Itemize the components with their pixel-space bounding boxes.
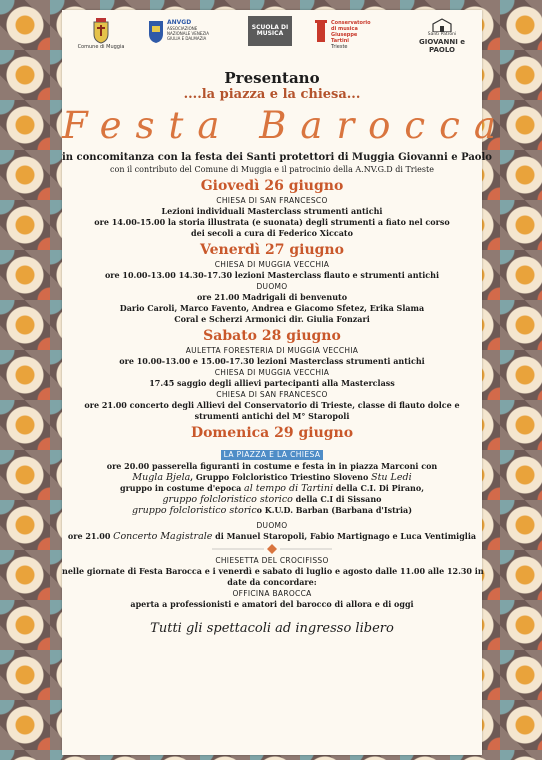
scuola-logo-label: SCUOLA DI MUSICA bbox=[251, 24, 289, 37]
place-label: AULETTA FORESTERIA DI MUGGIA VECCHIA bbox=[185, 346, 359, 355]
muggia-logo bbox=[76, 18, 126, 50]
event-line: ore 20.00 passerella figuranti in costume e festa in in piazza Marconi con bbox=[106, 461, 438, 471]
event-line: ore 21.00 Madrigali di benvenuto bbox=[196, 292, 348, 302]
contrib-text: con il contributo del Comune di Muggia e il patrocinio della A.NV.G.D di Trieste bbox=[110, 165, 434, 174]
event-line: date da concordare: bbox=[227, 577, 317, 587]
muggia-crest-icon bbox=[92, 18, 110, 44]
place-label: DUOMO bbox=[256, 521, 288, 530]
event-line: dei secoli a cura di Federico Xiccato bbox=[191, 228, 353, 238]
scuola-logo bbox=[245, 16, 295, 46]
giovanni-paolo-logo bbox=[412, 18, 472, 54]
event-text: gruppo in costume d'epoca bbox=[120, 483, 245, 493]
italic-name: Stu Ledi bbox=[371, 472, 412, 483]
event-text: della C.I di Sissano bbox=[292, 494, 382, 504]
day-title-sunday: Domenica 29 giugno bbox=[190, 425, 354, 441]
event-line bbox=[62, 472, 482, 483]
event-line bbox=[62, 505, 482, 516]
anvgd-logo-sub: ASSOCIAZIONE NAZIONALE VENEZIA GIULIA E DALMAZIA bbox=[167, 26, 209, 41]
subtitle: ....la piazza e la chiesa... bbox=[183, 87, 361, 102]
event-line: 17.45 saggio degli allievi partecipanti alla Masterclass bbox=[149, 378, 395, 388]
event-line: ore 10.00-13.00 e 15.00-17.30 lezioni Masterclass strumenti antichi bbox=[119, 356, 425, 366]
event-line: ore 10.00-13.00 14.30-17.30 lezioni Masterclass flauto e strumenti antichi bbox=[104, 270, 440, 280]
place-label: CHIESA DI SAN FRANCESCO bbox=[216, 196, 328, 205]
poster-panel bbox=[62, 10, 510, 755]
event-line bbox=[62, 483, 482, 494]
italic-name: gruppo folcloristico storico bbox=[162, 494, 293, 505]
day-title-thursday: Giovedì 26 giugno bbox=[200, 178, 344, 194]
logo-bar bbox=[62, 16, 482, 68]
place-label: CHIESA DI SAN FRANCESCO bbox=[216, 390, 328, 399]
highlight-badge: LA PIAZZA E LA CHIESA bbox=[221, 450, 324, 460]
giovanni-paolo-logo-top: Santi Patroni bbox=[427, 32, 457, 37]
program-content bbox=[62, 69, 510, 638]
event-text: ore 21.00 bbox=[67, 531, 114, 541]
conservatorio-logo bbox=[315, 20, 395, 50]
event-line: aperta a professionisti e amatori del barocco di allora e di oggi bbox=[130, 599, 414, 609]
event-text: o K.U.D. Barban (Barbana d'Istria) bbox=[256, 505, 413, 515]
place-label: CHIESA DI MUGGIA VECCHIA bbox=[214, 260, 330, 269]
place-label: OFFICINA BAROCCA bbox=[232, 589, 312, 598]
event-line: Lezioni individuali Masterclass strumenti antichi bbox=[161, 206, 383, 216]
event-line: strumenti antichi del M° Staropoli bbox=[194, 411, 350, 421]
event-line bbox=[62, 494, 482, 505]
event-line: Dario Caroli, Marco Favento, Andrea e Giacomo Sfetez, Erika Slama bbox=[119, 303, 425, 313]
intro-text: in concomitanza con la festa dei Santi protettori di Muggia Giovanni e Paolo bbox=[62, 152, 492, 163]
italic-name: Concerto Magistrale bbox=[113, 531, 213, 542]
italic-name: al tempo di Tartini bbox=[244, 483, 333, 494]
anvgd-shield-icon bbox=[148, 20, 164, 44]
conservatorio-column-icon bbox=[315, 20, 327, 44]
anvgd-logo-label: ANVGD bbox=[167, 19, 192, 26]
day-title-friday: Venerdì 27 giugno bbox=[200, 242, 344, 258]
diamond-divider-icon bbox=[212, 544, 332, 554]
italic-name: Mugla Bjela bbox=[132, 472, 191, 483]
giovanni-paolo-logo-label: GIOVANNI e PAOLO bbox=[419, 38, 465, 54]
place-label: CHIESETTA DEL CROCIFISSO bbox=[215, 556, 329, 565]
muggia-logo-label: Comune di Muggia bbox=[77, 44, 125, 50]
event-text: della C.I. Di Pirano, bbox=[333, 483, 424, 493]
event-line: ore 21.00 concerto degli Allievi del Conservatorio di Trieste, classe di flauto dolce e bbox=[84, 400, 460, 410]
footer-text: Tutti gli spettacoli ad ingresso libero bbox=[150, 621, 394, 636]
day-title-saturday: Sabato 28 giugno bbox=[203, 328, 341, 344]
festa-title: Festa Barocca bbox=[62, 104, 510, 147]
event-line: nelle giornate di Festa Barocca e i venerdì e sabato di luglio e agosto dalle 11.00 alle 12.30 in bbox=[62, 566, 484, 576]
place-label: DUOMO bbox=[256, 282, 288, 291]
event-line: Coral e Scherzi Armonici dir. Giulia Fonzari bbox=[174, 314, 370, 324]
conservatorio-logo-label: Conservatorio di musica Giuseppe Tartini bbox=[331, 20, 371, 44]
place-label: CHIESA DI MUGGIA VECCHIA bbox=[214, 368, 330, 377]
church-icon bbox=[431, 18, 453, 32]
conservatorio-city-label: Trieste bbox=[331, 44, 348, 50]
event-text: , Gruppo Folcloristico Triestino Sloveno bbox=[190, 472, 372, 482]
event-text: di Manuel Staropoli, Fabio Martignago e Luca Ventimiglia bbox=[212, 531, 477, 541]
presentano-heading: Presentano bbox=[224, 69, 320, 87]
anvgd-logo bbox=[148, 20, 218, 44]
event-line bbox=[62, 531, 482, 542]
event-line: ore 14.00-15.00 la storia illustrata (e suonata) degli strumenti a fiato nel corso bbox=[94, 217, 450, 227]
italic-name: gruppo folcloristico storic bbox=[131, 505, 257, 516]
